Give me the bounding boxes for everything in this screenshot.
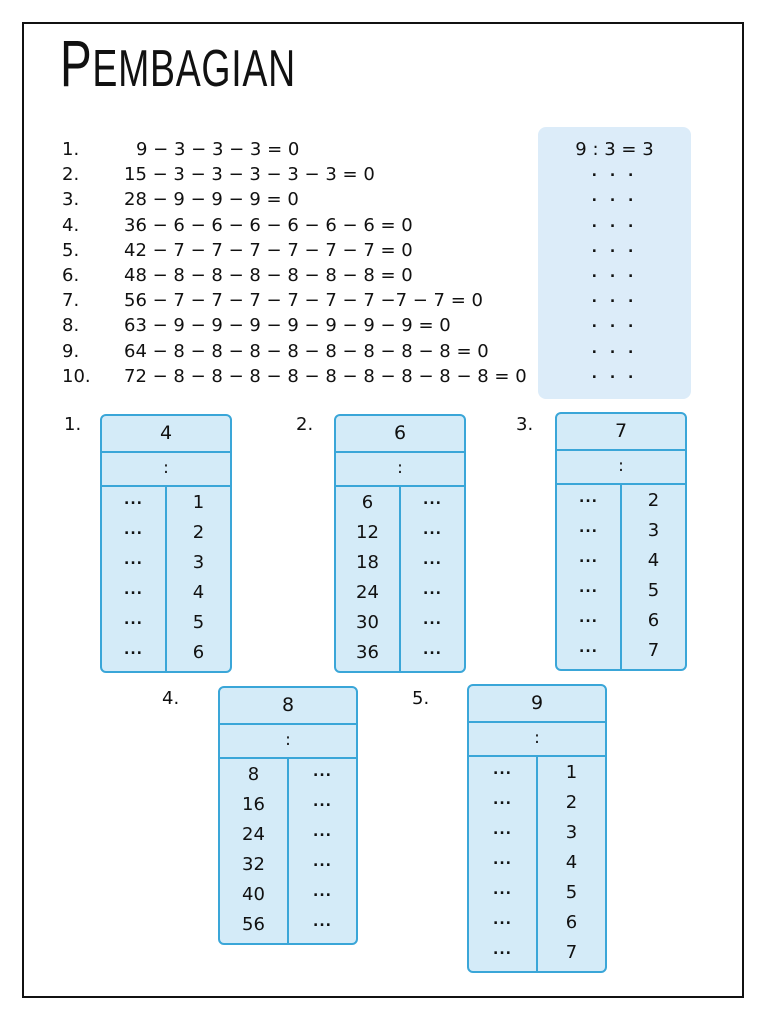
- table-cell-quotient: 3: [647, 520, 660, 541]
- equation-number: 6.: [62, 264, 80, 286]
- equation-number: 4.: [62, 214, 80, 236]
- table-cell-quotient: ...: [313, 884, 332, 900]
- table-row: [469, 939, 605, 969]
- table-cell-dividend: 24: [242, 824, 265, 845]
- equation-expression: 9 − 3 − 3 − 3 = 0: [136, 139, 300, 160]
- answer-blank: . . .: [591, 164, 638, 181]
- table-cell-quotient: ...: [423, 582, 442, 598]
- table-cell-dividend: 30: [356, 612, 379, 633]
- equation-row: [62, 137, 522, 162]
- equation-expression: 63 − 9 − 9 − 9 − 9 − 9 − 9 − 9 = 0: [124, 315, 451, 337]
- table-operator: :: [557, 451, 685, 485]
- table-row: [220, 881, 356, 911]
- equation-row: [62, 238, 522, 263]
- equation-row: [62, 213, 522, 238]
- table-cell-quotient: ...: [423, 522, 442, 538]
- table-divisor: 7: [557, 414, 685, 451]
- table-divisor: 6: [336, 416, 464, 453]
- table-divisor: 8: [220, 688, 356, 725]
- division-table: [100, 414, 232, 673]
- answer-example: 9 : 3 = 3: [575, 139, 654, 160]
- division-table: [218, 686, 358, 945]
- table-cell-dividend: ...: [493, 882, 512, 898]
- table-cell-quotient: 2: [565, 792, 578, 813]
- table-cell-quotient: ...: [313, 764, 332, 780]
- table-cell-dividend: ...: [493, 912, 512, 928]
- table-cell-dividend: 16: [242, 794, 265, 815]
- table-cell-quotient: 4: [192, 582, 205, 603]
- table-cell-quotient: ...: [423, 492, 442, 508]
- table-cell-quotient: ...: [313, 794, 332, 810]
- table-cell-dividend: ...: [579, 580, 598, 596]
- table-row: [469, 759, 605, 789]
- table-row: [220, 791, 356, 821]
- table-cell-dividend: ...: [493, 822, 512, 838]
- table-row: [557, 487, 685, 517]
- table-row: [102, 639, 230, 669]
- table-cell-dividend: ...: [124, 612, 143, 628]
- table-row: [220, 821, 356, 851]
- equation-expression: 36 − 6 − 6 − 6 − 6 − 6 − 6 = 0: [124, 214, 413, 236]
- table-operator: :: [469, 723, 605, 757]
- table-cell-dividend: ...: [493, 852, 512, 868]
- equation-row: [62, 339, 522, 364]
- equation-number: 3.: [62, 189, 80, 211]
- equation-row: [62, 187, 522, 212]
- table-row: [557, 547, 685, 577]
- table-row: [336, 579, 464, 609]
- equation-number: 1.: [62, 139, 80, 160]
- equation-expression: 48 − 8 − 8 − 8 − 8 − 8 − 8 = 0: [124, 264, 413, 286]
- table-row: [220, 761, 356, 791]
- equation-row: [62, 162, 522, 187]
- table-row: [469, 789, 605, 819]
- table-cell-quotient: 4: [647, 550, 660, 571]
- table-cell-quotient: 2: [647, 490, 660, 511]
- title-rest: EMBAGIAN: [92, 40, 296, 98]
- equation-number: 10.: [62, 365, 91, 387]
- table-row: [336, 549, 464, 579]
- table-cell-dividend: 12: [356, 522, 379, 543]
- table-cell-quotient: 1: [565, 762, 578, 783]
- table-row: [336, 609, 464, 639]
- table-row: [102, 579, 230, 609]
- table-row: [557, 607, 685, 637]
- table-cell-quotient: 4: [565, 852, 578, 873]
- table-row: [336, 489, 464, 519]
- equation-expression: 56 − 7 − 7 − 7 − 7 − 7 − 7 −7 − 7 = 0: [124, 290, 483, 312]
- equation-number: 5.: [62, 239, 80, 261]
- table-cell-quotient: 6: [565, 912, 578, 933]
- table-cell-dividend: ...: [493, 942, 512, 958]
- equation-number: 7.: [62, 290, 80, 312]
- table-number: 4.: [162, 688, 180, 709]
- table-cell-dividend: ...: [579, 640, 598, 656]
- table-cell-dividend: 36: [356, 642, 379, 663]
- answer-blank: . . .: [591, 265, 638, 281]
- table-cell-quotient: ...: [423, 642, 442, 658]
- equation-expression: 28 − 9 − 9 − 9 = 0: [124, 189, 299, 211]
- table-cell-quotient: ...: [313, 824, 332, 840]
- equation-list: [62, 137, 527, 389]
- title-initial: P: [60, 26, 93, 100]
- table-number: 1.: [64, 414, 82, 435]
- division-table: [555, 412, 687, 671]
- table-cell-dividend: ...: [579, 550, 598, 566]
- table-row: [469, 909, 605, 939]
- table-cell-quotient: 5: [192, 612, 205, 633]
- table-cell-dividend: 32: [242, 854, 265, 875]
- table-cell-quotient: 7: [565, 942, 578, 963]
- table-operator: :: [220, 725, 356, 759]
- equation-number: 8.: [62, 315, 80, 337]
- equation-expression: 72 − 8 − 8 − 8 − 8 − 8 − 8 − 8 − 8 − 8 = 0: [124, 365, 527, 387]
- table-number: 2.: [296, 414, 314, 435]
- table-cell-quotient: 6: [647, 610, 660, 631]
- table-cell-dividend: ...: [579, 490, 598, 506]
- answer-blank: . . .: [591, 189, 638, 206]
- table-cell-dividend: ...: [579, 610, 598, 626]
- table-divisor: 9: [469, 686, 605, 723]
- division-table: [467, 684, 607, 973]
- table-cell-quotient: ...: [313, 854, 332, 870]
- table-cell-dividend: ...: [579, 520, 598, 536]
- table-cell-dividend: ...: [124, 552, 143, 568]
- table-cell-quotient: 1: [192, 492, 205, 513]
- table-row: [220, 911, 356, 941]
- table-operator: :: [102, 453, 230, 487]
- table-row: [469, 849, 605, 879]
- table-cell-quotient: 5: [647, 580, 660, 601]
- page-title: [60, 26, 296, 100]
- table-cell-dividend: ...: [493, 792, 512, 808]
- table-cell-dividend: 18: [356, 552, 379, 573]
- table-cell-quotient: 6: [192, 642, 205, 663]
- equation-expression: 64 − 8 − 8 − 8 − 8 − 8 − 8 − 8 − 8 = 0: [124, 340, 489, 362]
- equation-row: [62, 263, 522, 288]
- table-row: [336, 519, 464, 549]
- answer-blank: . . .: [591, 290, 638, 307]
- table-cell-dividend: 40: [242, 884, 265, 905]
- table-cell-quotient: 2: [192, 522, 205, 543]
- table-cell-dividend: ...: [124, 492, 143, 508]
- table-cell-dividend: ...: [124, 522, 143, 538]
- table-row: [220, 851, 356, 881]
- answer-blank: . . .: [591, 214, 638, 231]
- equation-row: [62, 364, 527, 389]
- table-row: [102, 549, 230, 579]
- table-row: [469, 819, 605, 849]
- table-row: [102, 519, 230, 549]
- table-cell-quotient: ...: [313, 914, 332, 930]
- table-row: [557, 517, 685, 547]
- table-row: [336, 639, 464, 669]
- table-row: [102, 489, 230, 519]
- division-table: [334, 414, 466, 673]
- equation-number: 9.: [62, 340, 80, 362]
- answer-blank: . . .: [591, 365, 638, 382]
- table-row: [557, 577, 685, 607]
- table-cell-quotient: 3: [565, 822, 578, 843]
- table-cell-dividend: ...: [124, 582, 143, 598]
- table-cell-quotient: 3: [192, 552, 205, 573]
- table-row: [469, 879, 605, 909]
- answer-box: [538, 127, 691, 399]
- table-row: [557, 637, 685, 667]
- table-cell-dividend: 6: [361, 492, 374, 513]
- table-cell-quotient: 5: [565, 882, 578, 903]
- table-cell-dividend: 56: [242, 914, 265, 935]
- table-row: [102, 609, 230, 639]
- answer-blank: . . .: [591, 315, 638, 332]
- equation-row: [62, 288, 522, 313]
- answer-blank: . . .: [591, 239, 638, 256]
- table-divisor: 4: [102, 416, 230, 453]
- equation-number: 2.: [62, 164, 80, 186]
- table-cell-dividend: 24: [356, 582, 379, 603]
- table-cell-quotient: ...: [423, 612, 442, 628]
- table-cell-dividend: ...: [124, 642, 143, 658]
- table-cell-dividend: 8: [247, 764, 260, 785]
- table-operator: :: [336, 453, 464, 487]
- table-number: 5.: [412, 688, 430, 709]
- equation-row: [62, 313, 522, 338]
- equation-expression: 15 − 3 − 3 − 3 − 3 − 3 = 0: [124, 164, 375, 186]
- answer-blank: . . .: [591, 340, 638, 357]
- table-cell-quotient: ...: [423, 552, 442, 568]
- equation-expression: 42 − 7 − 7 − 7 − 7 − 7 − 7 = 0: [124, 239, 413, 261]
- table-cell-dividend: ...: [493, 762, 512, 778]
- table-number: 3.: [516, 414, 534, 435]
- table-cell-quotient: 7: [647, 640, 660, 661]
